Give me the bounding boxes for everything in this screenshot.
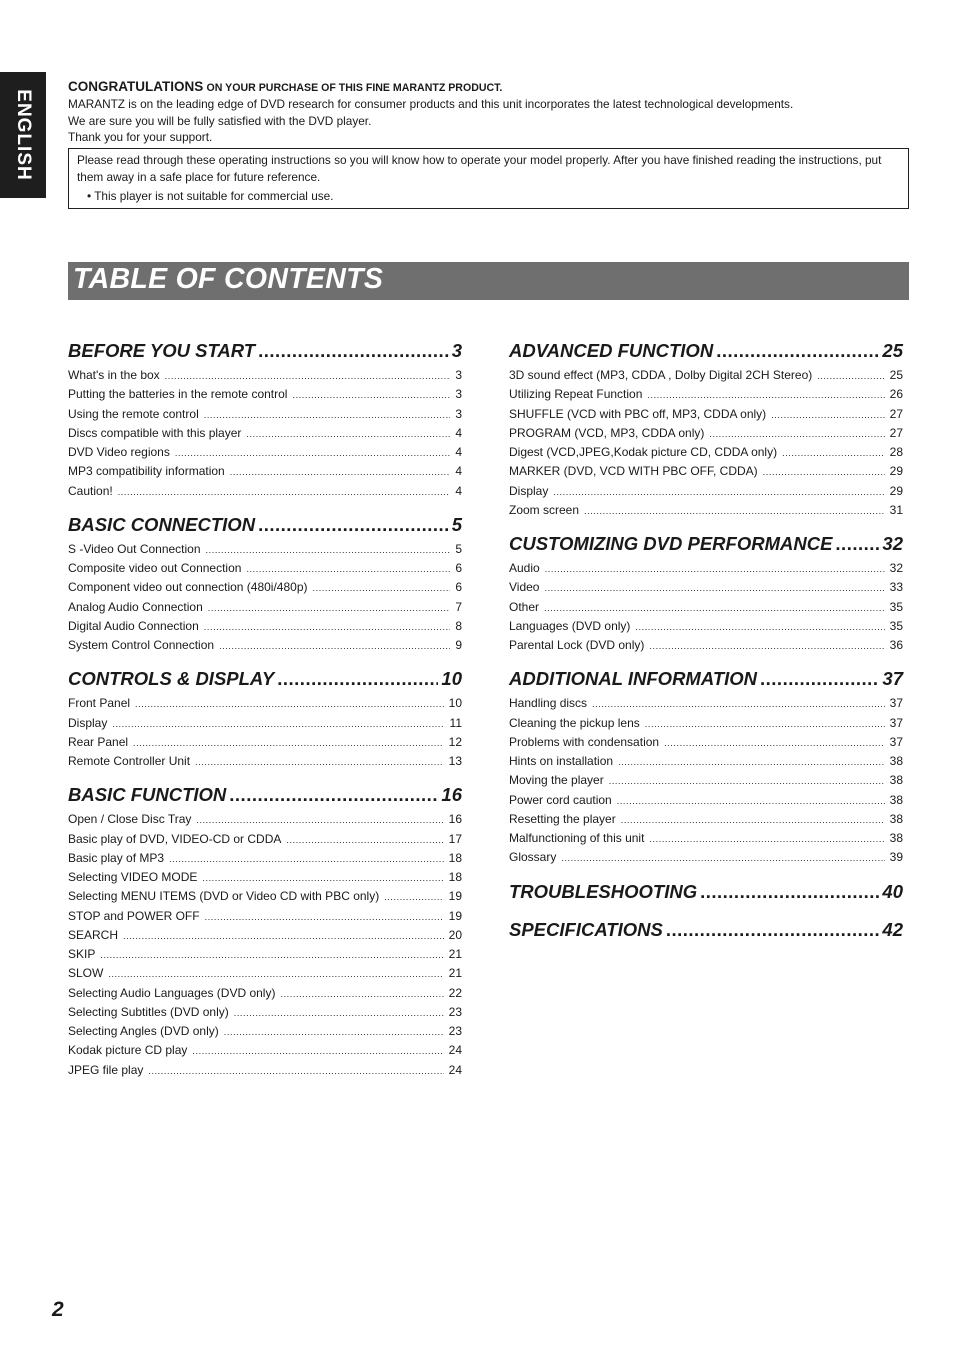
entry-label: Selecting VIDEO MODE xyxy=(68,870,198,884)
entry-label: Glossary xyxy=(509,850,557,865)
toc-entry xyxy=(68,812,462,831)
dot-leader xyxy=(280,989,443,999)
toc-entry xyxy=(509,735,903,754)
dot-leader xyxy=(609,776,885,786)
entry-page: 25 xyxy=(889,368,903,382)
entry-page: 38 xyxy=(889,754,903,768)
entry-page: 23 xyxy=(448,1024,462,1038)
entry-page: 16 xyxy=(448,812,462,827)
entry-label: MP3 compatibility information xyxy=(68,464,225,479)
toc-entry xyxy=(509,387,903,406)
entry-label: Rear Panel xyxy=(68,734,129,749)
toc-section xyxy=(509,533,903,657)
entry-label: SEARCH xyxy=(68,927,119,942)
entry-label: Utilizing Repeat Function xyxy=(509,387,643,402)
section-title: TROUBLESHOOTING xyxy=(509,880,698,902)
dot-leader xyxy=(617,796,885,806)
entry-page: 8 xyxy=(455,618,462,633)
dot-leader xyxy=(100,950,443,960)
toc-entry xyxy=(509,850,903,869)
entry-label: Audio xyxy=(509,561,540,575)
entry-page: 39 xyxy=(889,850,903,865)
toc-entry xyxy=(68,484,462,503)
entry-label: Front Panel xyxy=(68,696,131,711)
notice-box xyxy=(68,148,909,209)
dot-leader xyxy=(205,912,444,922)
entry-page: 11 xyxy=(449,715,462,730)
section-page: 40 xyxy=(882,880,903,902)
toc-entry xyxy=(68,1005,462,1024)
toc-section xyxy=(68,340,462,503)
entry-label: What's in the box xyxy=(68,368,160,382)
entry-page: 37 xyxy=(889,715,903,730)
section-heading xyxy=(509,340,903,368)
toc-section xyxy=(68,514,462,658)
entry-label: Display xyxy=(509,483,549,498)
toc-entry xyxy=(509,831,903,850)
dot-leader xyxy=(148,1066,443,1076)
dot-leader xyxy=(621,815,885,825)
toc-entry xyxy=(68,1063,462,1082)
notice-bullet: • This player is not suitable for commercial use. xyxy=(87,188,334,203)
entry-page: 19 xyxy=(448,908,462,923)
toc-entry xyxy=(509,793,903,812)
entry-page: 29 xyxy=(889,464,903,479)
toc-title-bar xyxy=(68,262,909,300)
dot-leader xyxy=(618,757,885,767)
entry-label: Basic play of DVD, VIDEO-CD or CDDA xyxy=(68,831,282,846)
toc-entry xyxy=(509,619,903,638)
toc-entry xyxy=(509,368,903,387)
section-title: BEFORE YOU START xyxy=(68,340,256,361)
entry-page: 38 xyxy=(889,773,903,788)
entry-label: Other xyxy=(509,599,540,614)
toc-left-column xyxy=(68,340,462,1093)
toc-section xyxy=(509,668,903,869)
toc-entry xyxy=(509,561,903,580)
entry-page: 3 xyxy=(455,406,462,421)
entry-label: PROGRAM (VCD, MP3, CDDA only) xyxy=(509,425,705,440)
entry-page: 9 xyxy=(455,638,462,652)
entry-label: Video xyxy=(509,580,540,595)
toc-entry xyxy=(509,503,903,522)
intro-line: We are sure you will be fully satisfied with the DVD player. xyxy=(68,113,372,128)
entry-page: 23 xyxy=(448,1004,462,1019)
toc-entry xyxy=(68,426,462,445)
entry-label: Selecting MENU ITEMS (DVD or Video CD with PBC only) xyxy=(68,889,380,904)
dot-leader xyxy=(553,487,884,497)
entry-page: 3 xyxy=(455,387,462,402)
toc-entry xyxy=(68,368,462,387)
toc-entry xyxy=(68,716,462,735)
entry-page: 4 xyxy=(455,464,462,479)
dot-leader xyxy=(195,757,444,767)
toc-section xyxy=(509,881,903,909)
toc-entry xyxy=(68,387,462,406)
entry-label: Power cord caution xyxy=(509,792,612,807)
toc-entry xyxy=(68,870,462,889)
section-title: SPECIFICATIONS xyxy=(509,918,663,940)
entry-label: Moving the player xyxy=(509,773,604,788)
dot-leader xyxy=(709,429,884,439)
dot-leader xyxy=(108,969,443,979)
section-heading xyxy=(68,668,462,696)
section-heading xyxy=(509,881,903,909)
toc-entry xyxy=(68,542,462,561)
entry-page: 35 xyxy=(889,599,903,614)
dot-leader xyxy=(649,834,884,844)
toc-entry xyxy=(509,812,903,831)
entry-page: 28 xyxy=(889,445,903,459)
entry-label: Cleaning the pickup lens xyxy=(509,715,640,730)
intro-block xyxy=(68,79,910,146)
section-heading xyxy=(68,340,462,368)
entry-label: Analog Audio Connection xyxy=(68,599,203,614)
dot-leader xyxy=(230,467,451,477)
entry-page: 13 xyxy=(448,754,462,768)
dot-leader xyxy=(647,390,884,400)
entry-label: Selecting Audio Languages (DVD only) xyxy=(68,985,276,1000)
entry-page: 35 xyxy=(889,618,903,633)
toc-entry xyxy=(509,716,903,735)
entry-page: 19 xyxy=(448,889,462,904)
toc-entry xyxy=(68,851,462,870)
entry-page: 17 xyxy=(448,831,462,846)
dot-leader xyxy=(258,340,449,362)
dot-leader xyxy=(544,603,885,613)
dot-leader xyxy=(208,603,451,613)
entry-page: 4 xyxy=(455,483,462,498)
section-title: BASIC CONNECTION xyxy=(68,513,256,535)
entry-label: DVD Video regions xyxy=(68,445,170,459)
entry-label: SKIP xyxy=(68,947,96,961)
toc-entry xyxy=(509,696,903,715)
dot-leader xyxy=(277,668,438,690)
toc-right-column xyxy=(509,340,903,957)
entry-label: Malfunctioning of this unit xyxy=(509,831,645,845)
entry-page: 27 xyxy=(889,406,903,421)
entry-page: 12 xyxy=(448,734,462,749)
entry-page: 6 xyxy=(455,561,462,575)
entry-page: 32 xyxy=(889,561,903,575)
entry-label: Languages (DVD only) xyxy=(509,618,631,633)
entry-label: Using the remote control xyxy=(68,406,199,421)
dot-leader xyxy=(175,448,450,458)
dot-leader xyxy=(206,545,451,555)
section-title: CONTROLS & DISPLAY xyxy=(68,668,275,690)
toc-entry xyxy=(68,600,462,619)
toc-entry xyxy=(68,832,462,851)
intro-line: MARANTZ is on the leading edge of DVD research for consumer products and this unit incorporates the latest technological developments. xyxy=(68,97,794,112)
toc-entry xyxy=(509,754,903,773)
dot-leader xyxy=(169,854,444,864)
section-title: ADVANCED FUNCTION xyxy=(509,340,714,361)
entry-page: 37 xyxy=(889,696,903,711)
toc-entry xyxy=(68,696,462,715)
entry-label: MARKER (DVD, VCD WITH PBC OFF, CDDA) xyxy=(509,464,758,479)
dot-leader xyxy=(544,583,884,593)
entry-label: Kodak picture CD play xyxy=(68,1043,188,1058)
toc-entry xyxy=(68,619,462,638)
entry-page: 27 xyxy=(889,425,903,440)
dot-leader xyxy=(700,881,879,903)
entry-page: 10 xyxy=(448,696,462,711)
dot-leader xyxy=(118,487,451,497)
language-side-tab xyxy=(0,72,46,198)
dot-leader xyxy=(313,583,451,593)
dot-leader xyxy=(192,1046,443,1056)
section-page: 25 xyxy=(882,340,903,361)
entry-page: 7 xyxy=(455,599,462,614)
toc-entry xyxy=(68,735,462,754)
entry-page: 29 xyxy=(889,483,903,498)
entry-label: Caution! xyxy=(68,483,113,498)
entry-label: SLOW xyxy=(68,966,104,981)
entry-page: 20 xyxy=(448,927,462,942)
entry-label: Resetting the player xyxy=(509,811,616,826)
section-heading xyxy=(509,919,903,947)
dot-leader xyxy=(135,699,444,709)
toc-title: TABLE OF CONTENTS xyxy=(73,263,384,295)
section-page: 5 xyxy=(451,513,462,535)
dot-leader xyxy=(165,371,451,381)
entry-label: Hints on installation xyxy=(509,754,614,768)
entry-label: STOP and POWER OFF xyxy=(68,908,200,923)
entry-label: Basic play of MP3 xyxy=(68,850,165,865)
entry-label: Component video out connection (480i/480p) xyxy=(68,580,308,595)
toc-entry xyxy=(509,426,903,445)
dot-leader xyxy=(771,410,884,420)
entry-page: 33 xyxy=(889,580,903,595)
entry-label: Remote Controller Unit xyxy=(68,754,191,768)
entry-label: SHUFFLE (VCD with PBC off, MP3, CDDA only) xyxy=(509,406,767,421)
entry-page: 21 xyxy=(448,966,462,981)
section-heading xyxy=(68,514,462,542)
entry-page: 24 xyxy=(448,1062,462,1077)
dot-leader xyxy=(133,738,444,748)
entry-page: 24 xyxy=(448,1043,462,1058)
entry-page: 22 xyxy=(448,985,462,1000)
entry-label: Selecting Subtitles (DVD only) xyxy=(68,1004,229,1019)
entry-label: Handling discs xyxy=(509,696,588,711)
section-title: CUSTOMIZING DVD PERFORMANCE xyxy=(509,533,833,554)
section-page: 3 xyxy=(451,340,462,361)
section-title: BASIC FUNCTION xyxy=(68,784,227,806)
notice-text: Please read through these operating instructions so you will know how to operate your model properly. After you have finished reading the instructions, put them away in a safe place for future reference. xyxy=(77,153,882,184)
entry-label: Selecting Angles (DVD only) xyxy=(68,1024,219,1038)
entry-page: 38 xyxy=(889,831,903,845)
dot-leader xyxy=(763,467,885,477)
dot-leader xyxy=(202,873,443,883)
toc-entry xyxy=(509,464,903,483)
toc-entry xyxy=(68,889,462,908)
entry-page: 38 xyxy=(889,811,903,826)
dot-leader xyxy=(835,533,879,555)
dot-leader xyxy=(204,410,451,420)
dot-leader xyxy=(666,919,880,941)
section-heading xyxy=(509,668,903,696)
entry-page: 31 xyxy=(889,502,903,517)
dot-leader xyxy=(664,738,885,748)
toc-entry xyxy=(68,638,462,657)
entry-page: 21 xyxy=(448,947,462,961)
toc-entry xyxy=(509,773,903,792)
dot-leader xyxy=(760,668,879,690)
toc-section xyxy=(509,340,903,522)
page-number: 2 xyxy=(52,1298,64,1321)
entry-label: Open / Close Disc Tray xyxy=(68,812,192,827)
dot-leader xyxy=(258,514,449,536)
entry-label: Composite video out Connection xyxy=(68,561,242,575)
toc-entry xyxy=(509,484,903,503)
dot-leader xyxy=(645,719,885,729)
toc-entry xyxy=(68,445,462,464)
dot-leader xyxy=(584,506,885,516)
entry-label: Zoom screen xyxy=(509,502,580,517)
entry-page: 26 xyxy=(889,387,903,402)
entry-page: 3 xyxy=(455,368,462,382)
section-page: 10 xyxy=(441,668,462,690)
dot-leader xyxy=(384,892,443,902)
entry-page: 5 xyxy=(455,541,462,556)
dot-leader xyxy=(545,564,885,574)
toc-entry xyxy=(68,561,462,580)
toc-entry xyxy=(68,986,462,1005)
dot-leader xyxy=(204,622,451,632)
dot-leader xyxy=(246,564,450,574)
dot-leader xyxy=(286,835,443,845)
section-page: 42 xyxy=(882,918,903,940)
dot-leader xyxy=(782,448,885,458)
section-page: 37 xyxy=(882,668,903,690)
congratulations-heading: CONGRATULATIONS xyxy=(68,79,204,94)
toc-entry xyxy=(68,909,462,928)
toc-entry xyxy=(509,445,903,464)
entry-page: 4 xyxy=(455,425,462,440)
dot-leader xyxy=(649,641,884,651)
dot-leader xyxy=(635,622,884,632)
entry-page: 4 xyxy=(455,445,462,459)
dot-leader xyxy=(229,784,438,806)
entry-label: System Control Connection xyxy=(68,638,215,652)
dot-leader xyxy=(234,1008,444,1018)
intro-line: Thank you for your support. xyxy=(68,130,213,145)
dot-leader xyxy=(196,815,443,825)
toc-section xyxy=(68,668,462,773)
toc-section xyxy=(68,784,462,1082)
entry-label: S -Video Out Connection xyxy=(68,541,201,556)
dot-leader xyxy=(561,853,884,863)
dot-leader xyxy=(292,390,450,400)
toc-entry xyxy=(68,947,462,966)
entry-page: 37 xyxy=(889,734,903,749)
entry-page: 38 xyxy=(889,792,903,807)
toc-entry xyxy=(68,928,462,947)
toc-entry xyxy=(68,1043,462,1062)
dot-leader xyxy=(219,641,450,651)
dot-leader xyxy=(716,340,879,362)
toc-entry xyxy=(509,600,903,619)
toc-entry xyxy=(68,754,462,773)
entry-label: Display xyxy=(68,715,108,730)
toc-entry xyxy=(68,1024,462,1043)
entry-page: 6 xyxy=(455,580,462,595)
dot-leader xyxy=(246,429,450,439)
dot-leader xyxy=(123,931,444,941)
entry-page: 18 xyxy=(448,870,462,884)
toc-entry xyxy=(509,580,903,599)
entry-page: 18 xyxy=(448,850,462,865)
toc-entry xyxy=(68,464,462,483)
entry-label: Putting the batteries in the remote control xyxy=(68,387,288,402)
entry-label: Digest (VCD,JPEG,Kodak picture CD, CDDA only) xyxy=(509,445,778,459)
entry-label: JPEG file play xyxy=(68,1062,144,1077)
dot-leader xyxy=(112,719,444,729)
entry-label: 3D sound effect (MP3, CDDA , Dolby Digital 2CH Stereo) xyxy=(509,368,813,382)
toc-entry xyxy=(509,407,903,426)
toc-entry xyxy=(68,407,462,426)
language-tab-label: ENGLISH xyxy=(13,89,34,181)
dot-leader xyxy=(817,371,884,381)
congratulations-line xyxy=(68,79,910,96)
toc-entry xyxy=(68,966,462,985)
dot-leader xyxy=(592,699,885,709)
toc-section xyxy=(509,919,903,947)
entry-label: Discs compatible with this player xyxy=(68,425,242,440)
section-page: 16 xyxy=(441,784,462,806)
section-page: 32 xyxy=(882,533,903,554)
entry-label: Digital Audio Connection xyxy=(68,618,199,633)
entry-label: Parental Lock (DVD only) xyxy=(509,638,645,652)
dot-leader xyxy=(224,1027,444,1037)
toc-entry xyxy=(68,580,462,599)
entry-page: 36 xyxy=(889,638,903,652)
section-title: ADDITIONAL INFORMATION xyxy=(509,668,758,690)
toc-entry xyxy=(509,638,903,657)
congratulations-subheading: ON YOUR PURCHASE OF THIS FINE MARANTZ PRODUCT. xyxy=(206,82,503,94)
section-heading xyxy=(68,784,462,812)
section-heading xyxy=(509,533,903,561)
entry-label: Problems with condensation xyxy=(509,734,660,749)
